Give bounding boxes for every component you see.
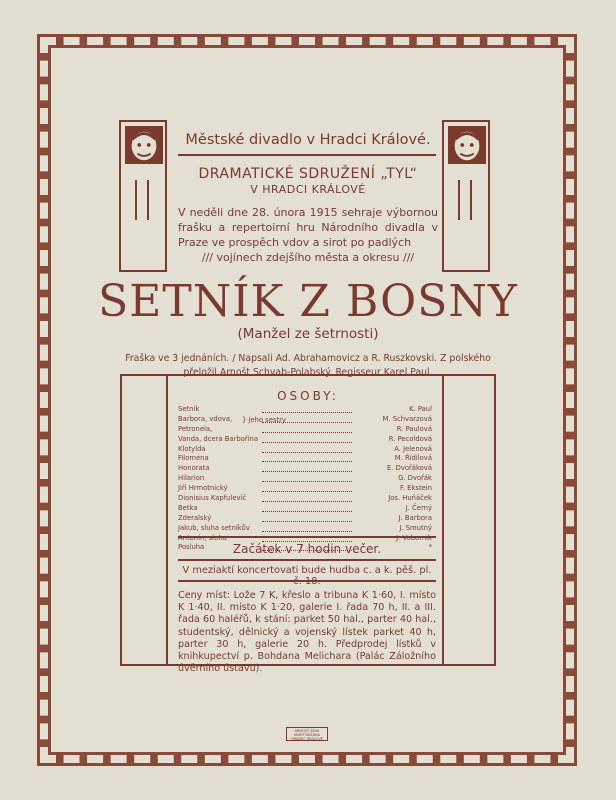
cast-role: Honorata	[178, 464, 210, 473]
rule-cast-right	[442, 374, 444, 666]
dot-leader	[262, 415, 352, 423]
dot-leader	[262, 524, 352, 532]
dot-leader	[262, 504, 352, 512]
cast-role: Jiří Hrmotnický	[178, 484, 228, 493]
dot-leader	[262, 435, 352, 443]
cast-row	[178, 464, 432, 474]
dot-leader	[262, 474, 352, 482]
dot-leader	[262, 464, 352, 472]
cast-actor: E. Dvořáková	[386, 464, 432, 473]
printer-stamp: ARNOŠT ZÁVA KNIHTISKÁRNA HRADEC KRÁLOVÉ	[286, 727, 328, 741]
cast-row	[178, 474, 432, 484]
dot-leader	[262, 405, 352, 413]
rule-before-start	[178, 536, 436, 538]
cast-role: Betka	[178, 503, 198, 512]
play-title: SETNÍK Z BOSNY	[98, 276, 518, 327]
cast-role: Filomena	[178, 454, 209, 463]
society-name: DRAMATICKÉ SDRUŽENÍ „TYL“	[198, 166, 418, 182]
sisters-brace: } jeho sestry	[242, 416, 286, 424]
cast-actor: *	[428, 543, 432, 552]
cast-role: Barbora, vdova,	[178, 414, 233, 423]
cast-heading: OSOBY:	[277, 389, 339, 403]
cast-role: Setník	[178, 405, 200, 413]
dot-leader	[262, 445, 352, 453]
cast-actor: R. Paulová	[396, 424, 432, 433]
cast-actor: M. Schvarzová	[382, 414, 432, 423]
rule-top	[178, 154, 436, 156]
cast-actor: Jos. Huňáček	[388, 494, 432, 503]
cast-list	[178, 405, 432, 553]
cast-row	[178, 484, 432, 494]
cast-role: Posluha	[178, 543, 205, 552]
music-note: V meziaktí koncertovati bude hudba c. a k. pěš. pl.	[182, 565, 432, 576]
cast-actor: K. Paul	[409, 405, 432, 413]
play-subtitle: (Manžel ze šetrnosti)	[237, 326, 379, 342]
cast-actor: R. Pecoldová	[388, 434, 432, 443]
cast-row	[178, 435, 432, 445]
play-credits: Fraška ve 3 jednáních. / Napsali Ad. Abrahamovicz a R. Ruszkovski. Z polského přeložil Arnošt Schvab-Polabský. Regisseur Karel Paul.	[125, 353, 491, 378]
cast-row	[178, 514, 432, 524]
society-city: V HRADCI KRÁLOVÉ	[250, 183, 366, 196]
intro-last-line: /// vojínech zdejšího města a okresu ///	[201, 251, 415, 264]
start-time: Začátek v 7 hodin večer.	[232, 542, 382, 556]
cast-role: Hilarion	[178, 474, 205, 483]
cast-row	[178, 454, 432, 464]
cast-actor: G. Dvořák	[398, 474, 432, 483]
theatre-name: Městské divadlo v Hradci Králové.	[185, 132, 431, 148]
cast-row	[178, 524, 432, 534]
cast-actor: J. Černý	[405, 503, 432, 512]
cast-row	[178, 494, 432, 504]
dot-leader	[262, 494, 352, 502]
rule-cast-left	[166, 374, 168, 666]
cast-role: Dionisius Kapfulevič	[178, 494, 247, 503]
cast-row	[178, 405, 432, 415]
intro-paragraph	[178, 205, 438, 265]
dot-leader	[262, 425, 352, 433]
cast-role: Jakub, sluha setníkův	[178, 523, 250, 532]
dot-leader	[262, 514, 352, 522]
rule-before-prices	[178, 580, 436, 582]
cast-actor: A. Jelenová	[394, 444, 432, 453]
cast-role: Klotylda	[178, 444, 206, 453]
cast-actor: J. Barbora	[398, 513, 432, 522]
cast-role: Petronela,	[178, 424, 213, 433]
dot-leader	[262, 484, 352, 492]
ticket-prices: Ceny míst: Lože 7 K, křeslo a tribuna K 1·60, I. místo K 1·40, II. místo K 1·20, galerie I. řada 70 h, II. a III. řada 60 haléřů, k stání: parket 50 hal., parter 40 hal., studentský, dělnický a vojenský lístek parket 40 h, parter 30 h, galerie 20 h. Předprodej lístků v knihkupectví p. Bohdana Melichara (Palác Záložního úvěrního ústavu).	[178, 590, 436, 675]
intro-text: V neděli dne 28. února 1915 sehraje výbornou frašku a repertoirní hru Národního divadla v Praze ve prospěch vdov a sirot po padlých	[178, 206, 438, 249]
cast-row	[178, 425, 432, 435]
cast-actor: J. Smutný	[399, 523, 432, 532]
cast-role: Zderalský	[178, 513, 212, 522]
cast-row	[178, 415, 432, 425]
cast-actor: M. Řídilová	[394, 454, 432, 463]
cast-actor: F. Ekstein	[400, 484, 432, 493]
rule-before-music	[178, 559, 436, 561]
cast-role: Vanda, dcera Barbořina	[178, 434, 258, 443]
dot-leader	[262, 454, 352, 462]
cast-row	[178, 445, 432, 455]
cast-row	[178, 504, 432, 514]
